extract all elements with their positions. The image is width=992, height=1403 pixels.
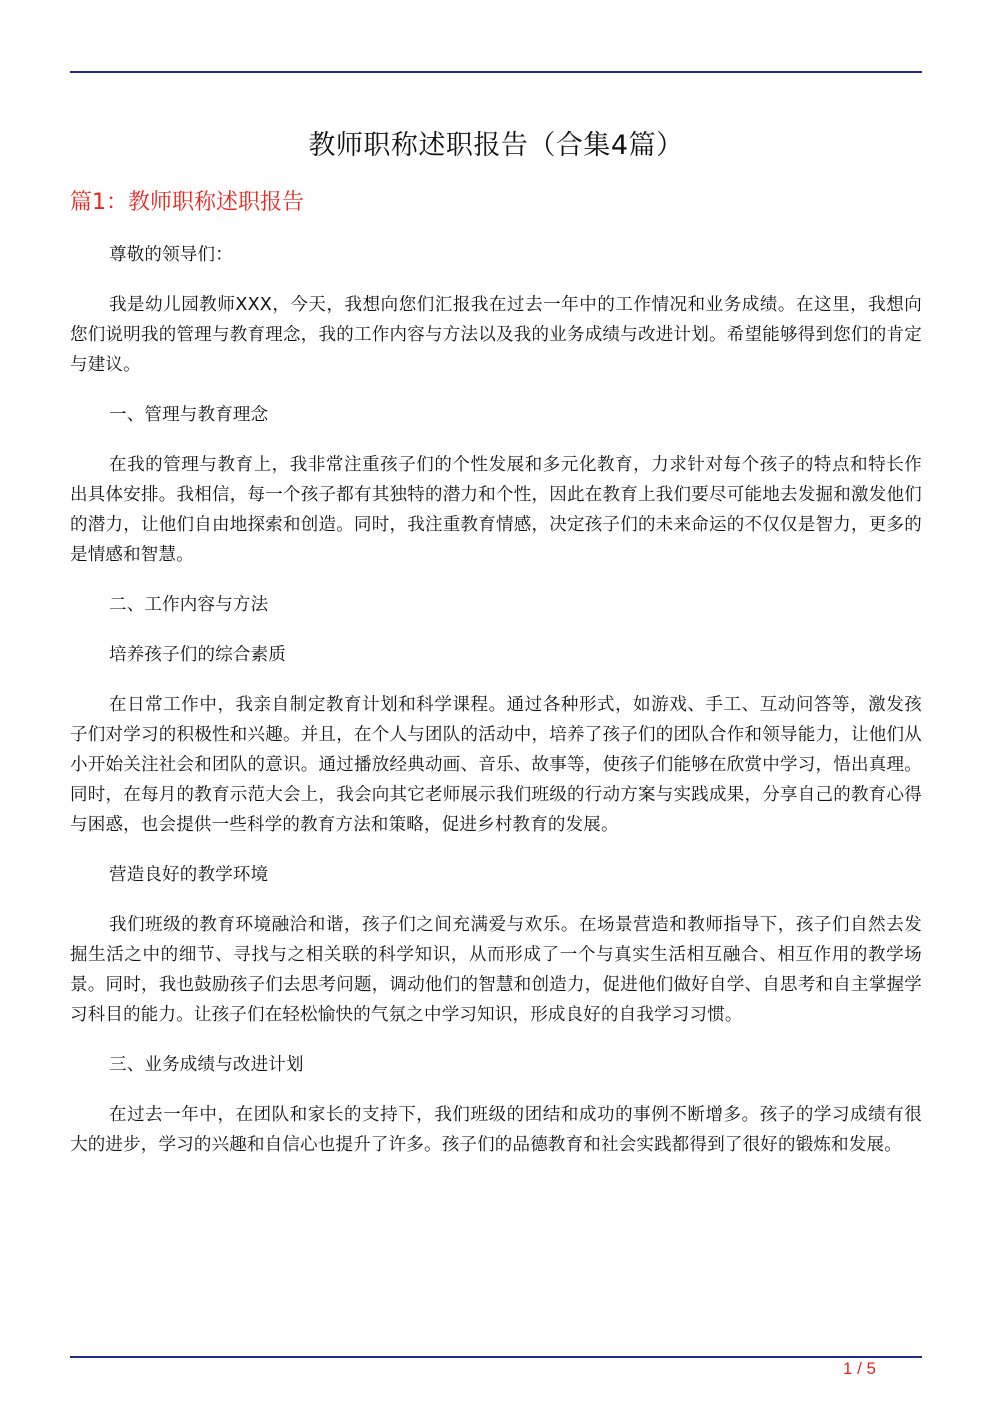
salutation: 尊敬的领导们：: [109, 245, 233, 265]
subheading: 培养孩子们的综合素质: [109, 645, 286, 665]
section-title: 篇1：教师职称述职报告: [70, 190, 304, 215]
page-number: 1 / 5: [842, 1359, 876, 1378]
subheading: 营造良好的教学环境: [109, 865, 269, 885]
document-title: 教师职称述职报告（合集4篇）: [308, 130, 684, 161]
body-paragraph: 在过去一年中，在团队和家长的支持下，我们班级的团结和成功的事例不断增多。孩子的学习成绩有很大的进步，学习的兴趣和自信心也提升了许多。孩子们的品德教育和社会实践都得到了很好的锻炼和发展。: [70, 1105, 922, 1155]
footer-rule: [70, 1356, 922, 1358]
subheading: 三、业务成绩与改进计划: [109, 1055, 304, 1075]
subheading: 二、工作内容与方法: [109, 595, 269, 615]
body-paragraph: 在我的管理与教育上，我非常注重孩子们的个性发展和多元化教育，力求针对每个孩子的特点和特长作出具体安排。我相信，每一个孩子都有其独特的潜力和个性，因此在教育上我们要尽可能地去发掘和激发他们的潜力，让他们自由地探索和创造。同时，我注重教育情感，决定孩子们的未来命运的不仅仅是智力，更多的是情感和智慧。: [70, 455, 922, 565]
body-paragraph: 我是幼儿园教师XXX，今天，我想向您们汇报我在过去一年中的工作情况和业务成绩。在这里，我想向您们说明我的管理与教育理念，我的工作内容与方法以及我的业务成绩与改进计划。希望能够得到您们的肯定与建议。: [70, 295, 922, 375]
subheading: 一、管理与教育理念: [109, 405, 269, 425]
document-body: [70, 240, 922, 1180]
body-paragraph: 我们班级的教育环境融洽和谐，孩子们之间充满爱与欢乐。在场景营造和教师指导下，孩子们自然去发掘生活之中的细节、寻找与之相关联的科学知识，从而形成了一个与真实生活相互融合、相互作用的教学场景。同时，我也鼓励孩子们去思考问题，调动他们的智慧和创造力，促进他们做好自学、自思考和自主掌握学习科目的能力。让孩子们在轻松愉快的气氛之中学习知识，形成良好的自我学习习惯。: [70, 915, 922, 1025]
body-paragraph: 在日常工作中，我亲自制定教育计划和科学课程。通过各种形式，如游戏、手工、互动问答等，激发孩子们对学习的积极性和兴趣。并且，在个人与团队的活动中，培养了孩子们的团队合作和领导能力，让他们从小开始关注社会和团队的意识。通过播放经典动画、音乐、故事等，使孩子们能够在欣赏中学习，悟出真理。同时，在每月的教育示范大会上，我会向其它老师展示我们班级的行动方案与实践成果，分享自己的教育心得与困惑，也会提供一些科学的教育方法和策略，促进乡村教育的发展。: [70, 695, 922, 835]
header-rule: [70, 71, 922, 73]
